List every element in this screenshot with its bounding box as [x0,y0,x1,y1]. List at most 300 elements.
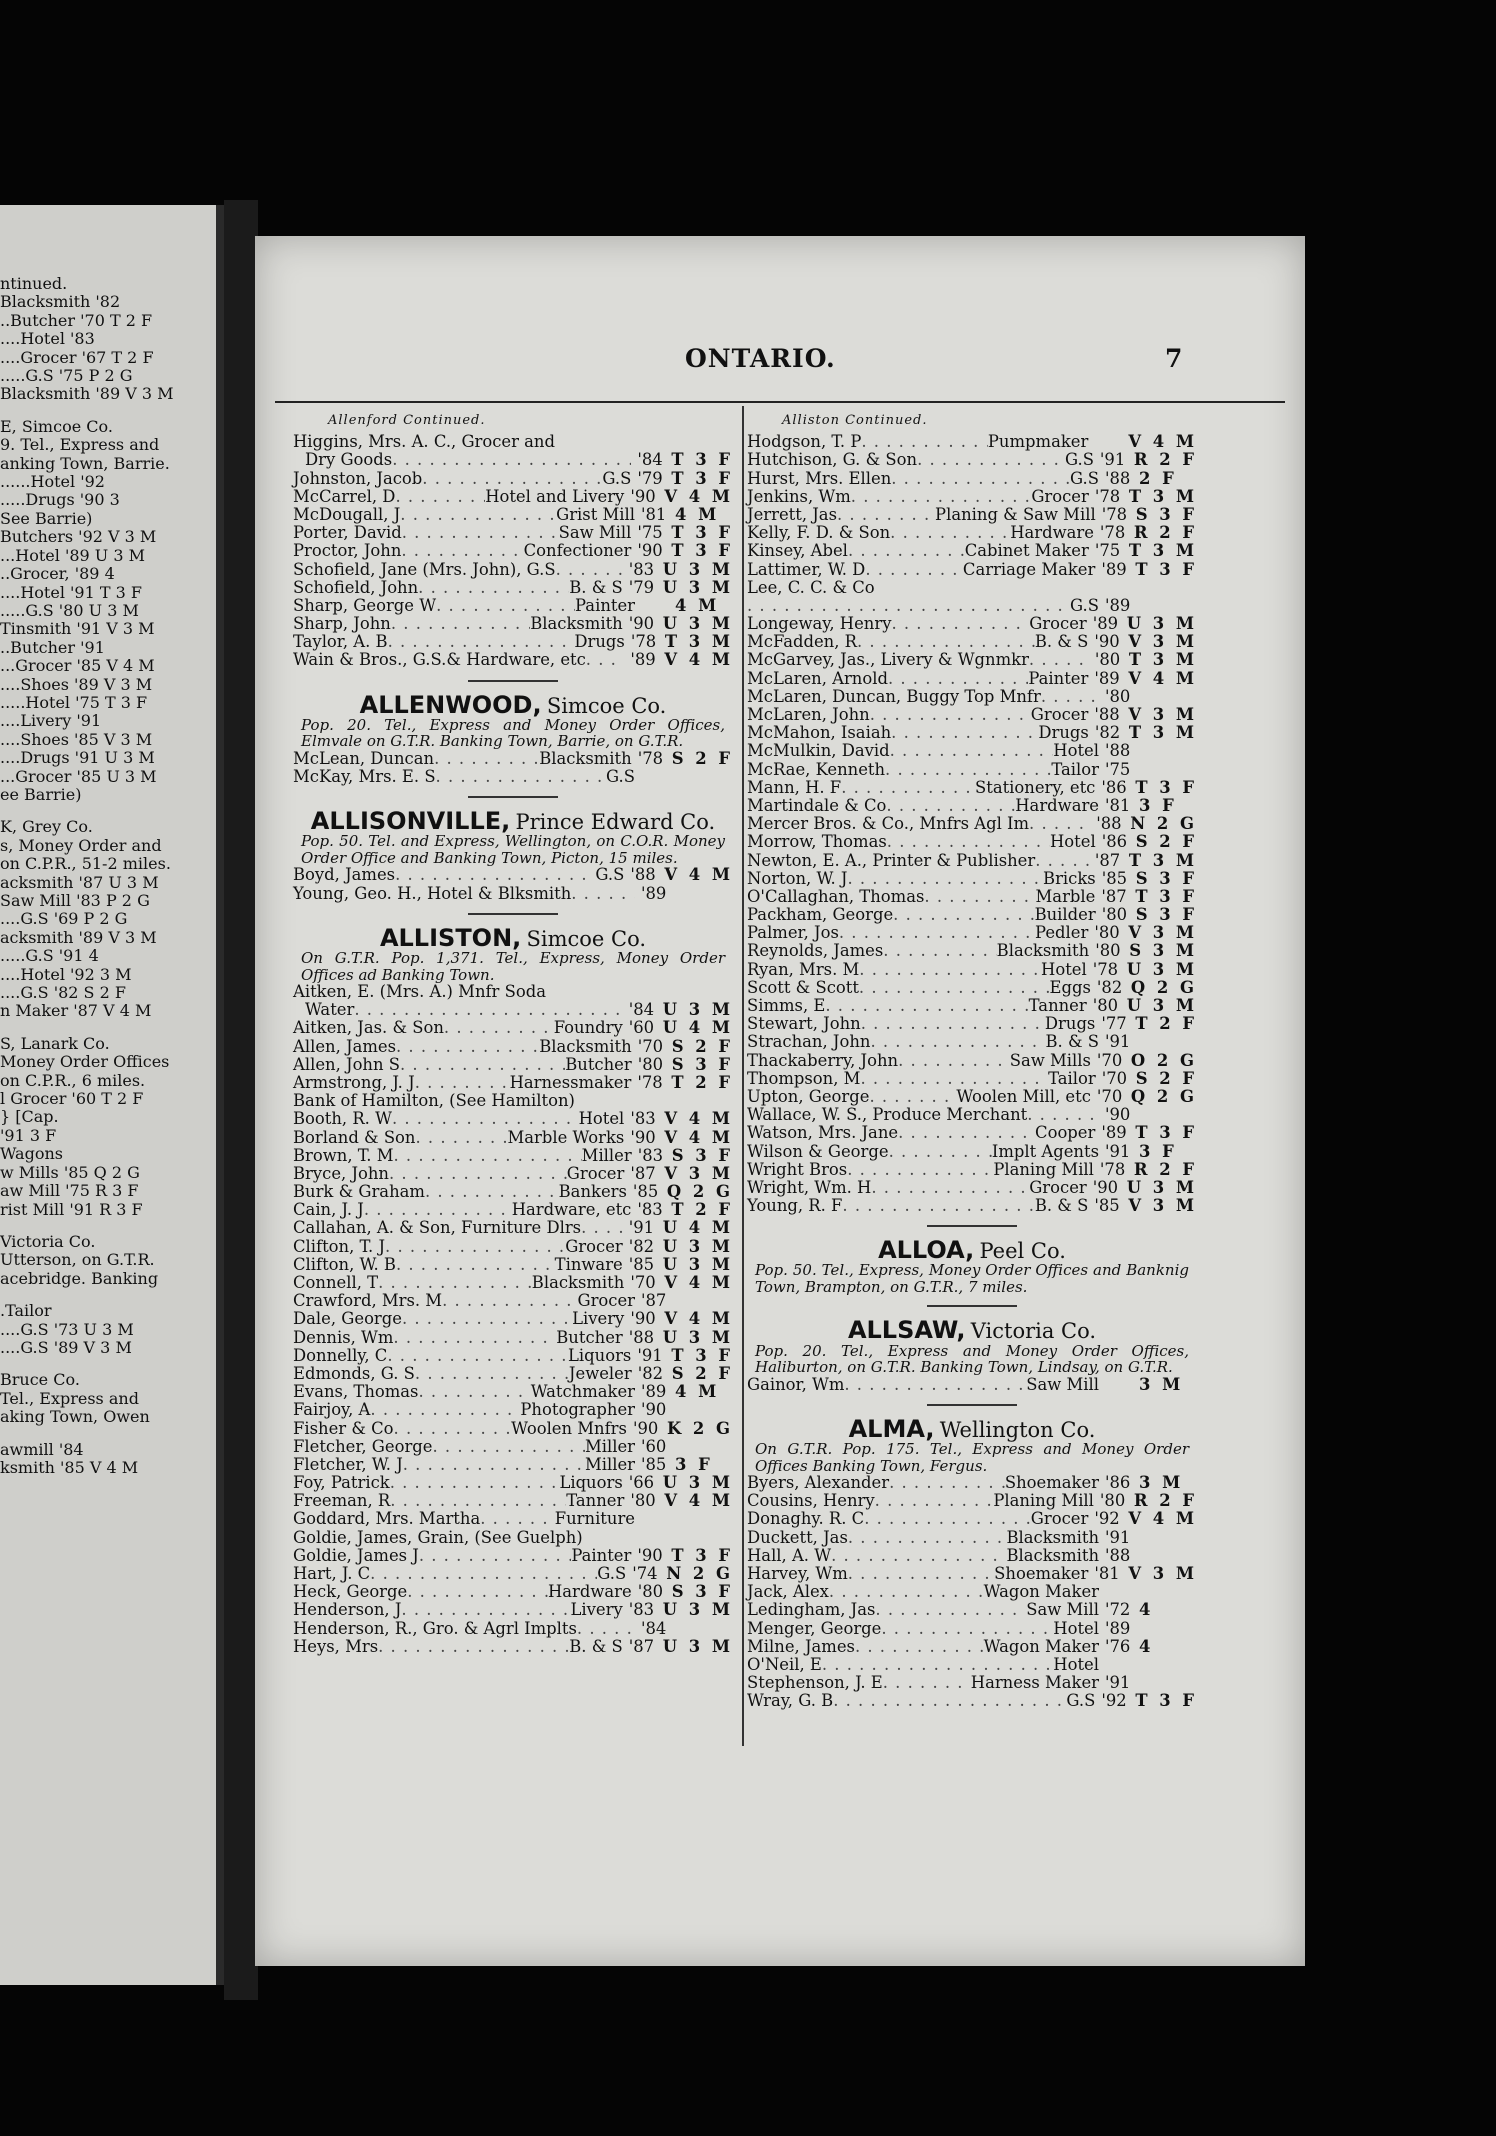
left-fragment-line: .....G.S '75 P 2 G [0,367,133,386]
directory-entry [747,1583,1197,1601]
left-fragment-line: ..Butcher '91 [0,638,105,657]
entry-business: Harnessmaker [509,1072,632,1092]
leader-dots [1041,688,1099,706]
directory-entry [747,1529,1197,1547]
entry-credit-rating: S 3 F [1135,905,1197,925]
leader-dots [415,1129,507,1147]
entry-list [293,983,733,1656]
leader-dots [401,542,523,560]
entry-credit-rating: U 3 M [662,1600,733,1620]
entry-credit-rating: 2 F [1139,468,1177,488]
leader-dots [396,1038,539,1056]
entry-year: '78 [1099,1159,1126,1179]
entry-business: G.S [606,767,635,787]
directory-entry [747,833,1197,851]
entry-name: Schofield, Jane (Mrs. John), G.S [293,559,556,579]
section-rule [468,913,558,915]
entry-credit-rating [675,885,733,903]
entry-credit-rating [1139,597,1197,615]
entry-year: '70 [637,1036,664,1056]
leader-dots [396,1256,555,1274]
entry-name: Milne, James [747,1636,855,1656]
entry-credit-rating: T 3 M [1128,850,1197,870]
left-fragment-line: ....Shoes '89 V 3 M [0,675,153,694]
entry-credit-rating: V 3 M [1128,1196,1197,1216]
leader-dots [392,1110,579,1128]
entry-year: '85 [641,1454,667,1474]
entry-name: Freeman, R [293,1491,391,1511]
directory-entry [747,615,1197,633]
leader-dots [857,633,1035,651]
entry-name: Hall, A. W [747,1545,832,1565]
entry-year: '70 [1101,1068,1128,1088]
leader-dots [891,724,1038,742]
leader-dots [870,1033,1045,1051]
entry-credit-rating: V 4 M [664,486,733,506]
entry-name: Dry Goods [305,450,393,470]
left-fragment-line: ...Grocer '85 V 4 M [0,657,155,676]
left-fragment-line: Blacksmith '82 [0,293,121,312]
entry-year: '88 [1096,814,1122,834]
entry-business: Painter [571,1545,632,1565]
leader-dots [389,1165,567,1183]
town-heading [747,1414,1197,1443]
entry-business: Liquors [559,1473,623,1493]
entry-name: Sharp, George W [293,595,437,615]
entry-name: Hurst, Mrs. Ellen [747,468,892,488]
entry-year: '90 [1094,632,1120,652]
entry-business: Watchmaker [530,1382,635,1402]
entry-name: Thackaberry, John [747,1050,899,1070]
entry-name: Gainor, Wm [747,1374,845,1394]
left-fragment-line: ....Hotel '83 [0,330,95,349]
entry-credit-rating: U 4 M [662,1018,733,1038]
entry-name: Kelly, F. D. & Son [747,523,891,543]
directory-entry [293,470,733,488]
directory-entry [747,979,1197,997]
entry-credit-rating: S 2 F [671,748,733,768]
town-heading [747,1316,1197,1345]
directory-entry [747,797,1197,815]
directory-entry [747,561,1197,579]
entry-business: B. & S [1034,1196,1089,1216]
entry-year [1099,579,1139,597]
entry-year: '80 [1101,905,1128,925]
entry-year: '86 [1105,1473,1131,1493]
entry-list [293,750,733,786]
entry-credit-rating: T 3 F [1135,559,1197,579]
entry-name: Goddard, Mrs. Martha [293,1509,481,1529]
leader-dots [395,488,485,506]
entry-year: '89 [641,1382,667,1402]
town-name: ALLSAW, [847,1316,966,1345]
entry-name: McFadden, R [747,632,857,652]
entry-credit-rating: T 3 F [671,541,733,561]
leader-dots [354,1001,622,1019]
town-heading [293,807,733,836]
entry-credit-rating: U 3 M [662,559,733,579]
entry-year [635,1092,675,1110]
leader-dots [881,1620,1053,1638]
leader-dots [385,1238,565,1256]
entry-year: '82 [628,1236,655,1256]
directory-entry [747,688,1197,706]
left-fragment-line: Wagons [0,1145,63,1164]
entry-name: McMulkin, David [747,741,890,761]
entry-business: Harness Maker [970,1673,1099,1693]
directory-entry [747,1638,1197,1656]
entry-credit-rating: T 3 F [1135,886,1197,906]
entry-credit-rating: U 3 M [662,1327,733,1347]
entry-name: Bank of Hamilton, (See Hamilton) [293,1091,575,1111]
leader-dots [869,1088,956,1106]
leader-dots [865,561,963,579]
entry-year [635,1529,675,1547]
town-description: On G.T.R. Pop. 1,371. Tel., Express, Money Order Offices ad Banking Town. [301,949,725,984]
entry-name: O'Callaghan, Thomas [747,886,925,906]
entry-year: '80 [1099,1491,1126,1511]
leader-dots [1035,852,1089,870]
entry-year: '60 [641,1436,667,1456]
entry-name: Fisher & Co [293,1418,394,1438]
left-fragment-line: .....G.S '91 4 [0,947,99,966]
entry-credit-rating: V 4 M [664,650,733,670]
entry-credit-rating: U 3 M [662,577,733,597]
entry-credit-rating: V 3 M [1128,632,1197,652]
entry-credit-rating: V 3 M [1128,923,1197,943]
entry-credit-rating: V 3 M [664,1163,733,1183]
leader-dots [556,561,623,579]
entry-name: Dale, George [293,1309,402,1329]
left-page-text [0,275,212,1477]
directory-entry [747,597,1197,615]
left-fragment-line: E, Simcoe Co. [0,417,113,436]
directory-entry [293,651,733,669]
entry-credit-rating: T 3 F [1135,777,1197,797]
entry-name: McLaren, Duncan, Buggy Top Mnfr [747,686,1041,706]
town-name: ALLENWOOD, [359,690,542,719]
entry-business: Saw Mills [1009,1050,1091,1070]
directory-entry [747,1547,1197,1565]
left-fragment-line [0,804,212,818]
entry-credit-rating: R 2 F [1133,1159,1197,1179]
town-description: Pop. 50. Tel., Express, Money Order Offices and Banknig Town, Brampton, on G.T.R., 7 miles. [755,1261,1189,1296]
entry-year: '89 [641,883,667,903]
entry-year: '91 [1105,1141,1131,1161]
entry-year: '88 [1105,1545,1131,1565]
entry-year: '81 [1094,1564,1120,1583]
entry-business: Foundry [553,1018,623,1038]
entry-business: Furniture [554,1509,635,1529]
entry-year: '90 [630,486,656,506]
entry-business: G.S [1070,468,1099,488]
entry-name: Thompson, M [747,1068,861,1088]
leader-dots [887,833,1050,851]
directory-entry [747,761,1197,779]
directory-entry [293,1565,733,1583]
entry-business: Blacksmith [539,748,632,768]
entry-credit-rating: Q 2 G [1130,1086,1197,1106]
left-fragment-line [0,1219,212,1233]
directory-entry [747,1033,1197,1051]
leader-dots [844,1376,1026,1394]
entry-credit-rating: 3 M [1139,1374,1184,1394]
left-fragment-line [0,1288,212,1302]
page-number: 7 [1165,344,1183,373]
entry-year [1088,433,1128,451]
leader-dots [395,866,595,884]
entry-year: '85 [1094,1196,1120,1216]
directory-entry [293,1292,733,1310]
left-fragment-line: s, Money Order and [0,836,162,855]
directory-page [255,236,1305,1966]
entry-year: '89 [1092,614,1119,634]
directory-entry [747,451,1197,469]
leader-dots [860,1070,1048,1088]
entry-year: '81 [641,504,667,524]
entry-business: Implt Agents [991,1141,1099,1161]
entry-name: O'Neil, E [747,1654,822,1674]
entry-name: McGarvey, Jas., Livery & Wgnmkr [747,650,1029,670]
section-rule [927,1404,1017,1406]
entry-credit-rating: T 3 F [1135,1123,1197,1143]
directory-entry [747,524,1197,542]
town-county: Peel Co. [979,1239,1066,1264]
entry-year: '78 [637,748,664,768]
leader-dots [391,615,530,633]
entry-name: Reynolds, James [747,941,884,961]
leader-dots [418,579,569,597]
leader-dots [861,433,988,451]
section-rule [468,680,558,682]
entry-business: Miller [581,1145,632,1165]
entry-business: G.S [1064,450,1094,470]
entry-credit-rating [1139,761,1197,779]
leader-dots [400,506,556,524]
entry-year: '85 [1101,868,1128,888]
entry-name: Kinsey, Abel [747,541,848,561]
directory-entry [747,906,1197,924]
entry-credit-rating [675,768,733,786]
entry-business: Liquors [568,1345,632,1365]
entry-year: '60 [628,1018,655,1038]
entry-name: Goldie, James, Grain, (See Guelph) [293,1527,583,1547]
entry-credit-rating: 3 F [675,1454,713,1474]
entry-credit-rating: U 3 M [662,1236,733,1256]
entry-credit-rating [1139,1106,1197,1124]
directory-entry [293,524,733,542]
leader-dots [444,1019,554,1037]
leader-dots [403,1456,585,1474]
entry-name: McDougall, J [293,504,401,524]
entry-year: '90 [628,614,655,634]
left-fragment-line: } [Cap. [0,1108,59,1127]
leader-dots [898,1052,1010,1070]
entry-year: '78 [1094,486,1121,506]
entry-credit-rating: T 2 F [671,1072,733,1092]
entry-year [1099,1376,1139,1394]
section-rule [927,1305,1017,1307]
leader-dots [378,1274,532,1292]
directory-entry [747,579,1197,597]
left-fragment-line: .....Hotel '75 T 3 F [0,693,148,712]
entry-year: '78 [1092,959,1119,979]
entry-name: Armstrong, J. J [293,1072,415,1092]
entry-name: Ryan, Mrs. M [747,959,860,979]
entry-name: Young, Geo. H., Hotel & Blksmith [293,883,572,903]
entry-name: Packham, George [747,905,894,925]
leader-dots [401,1601,570,1619]
entry-year: '70 [1096,1086,1123,1106]
entry-credit-rating [675,1620,733,1638]
entry-business: Saw Mill [558,523,632,543]
entry-business: B. & S [569,577,623,597]
town-heading [293,690,733,719]
entry-business: Marble Works [507,1127,625,1147]
entry-name: Proctor, John [293,541,402,561]
leader-dots [891,615,1029,633]
entry-year: '80 [1094,923,1120,943]
entry-name: Wallace, W. S., Produce Merchant [747,1105,1028,1125]
town-description: Pop. 20. Tel., Express and Money Order Offices, Elmvale on G.T.R. Banking Town, Barrie, on G.T.R. [301,715,725,751]
directory-entry [293,433,733,451]
entry-credit-rating: 4 [1139,1600,1154,1620]
leader-dots [831,1547,1006,1565]
directory-entry [293,1383,733,1401]
directory-entry [293,1219,733,1237]
leader-dots [392,451,631,469]
entry-business: Hotel [1053,1618,1099,1638]
entry-business: Planing & Saw Mill [935,504,1096,524]
left-fragment-line: '91 3 F [0,1126,57,1145]
entry-business: Grocer [1031,486,1089,506]
directory-entry [293,1056,733,1074]
entry-year: '75 [1094,541,1121,561]
leader-dots [577,1620,635,1638]
entry-name: Ledingham, Jas [747,1600,876,1620]
leader-dots [418,1383,530,1401]
entry-business: Drugs [1038,723,1089,743]
leader-dots [390,1474,560,1492]
entry-business: Marble [1035,886,1096,906]
entry-name: Taylor, A. B [293,632,388,652]
entry-year: '78 [637,1072,663,1092]
entry-business: Bricks [1043,868,1096,888]
entry-year: '80 [637,1582,664,1602]
entry-credit-rating [1139,1547,1197,1565]
entry-credit-rating: 4 M [675,1382,720,1402]
leader-dots [842,1197,1034,1215]
entry-business: Blacksmith [996,941,1090,961]
entry-credit-rating [675,1292,733,1310]
entry-business: G.S [1070,595,1099,615]
leader-dots [480,1510,555,1528]
entry-business: Blacksmith [1006,1545,1099,1565]
left-fragment-line: Blacksmith '89 V 3 M [0,385,174,404]
directory-entry [293,1583,733,1601]
leader-dots [393,1147,581,1165]
leader-dots [883,1674,971,1692]
entry-year: '82 [637,1363,664,1383]
leader-dots [378,1638,569,1656]
left-fragment-line: Bruce Co. [0,1371,80,1390]
entry-business: Hotel [1053,1654,1099,1674]
leader-dots [407,1583,548,1601]
entry-business: Cabinet Maker [964,541,1089,561]
entry-credit-rating [675,1510,733,1528]
header-rule [275,401,1285,403]
entry-year: '87 [628,1636,655,1656]
entry-credit-rating: U 4 M [662,1218,733,1238]
entry-year: '84 [628,1000,655,1020]
directory-entry [747,815,1197,833]
entry-business: Confectioner [523,541,632,561]
entry-business: Blacksmith [530,614,623,634]
left-fragment-line: ....G.S '89 V 3 M [0,1338,132,1357]
directory-entry [293,633,733,651]
entry-credit-rating: T 3 F [671,1345,733,1365]
entry-credit-rating: V 4 M [1128,1509,1197,1529]
entry-credit-rating: T 3 M [664,632,733,652]
entry-name: Crawford, Mrs. M [293,1291,443,1311]
directory-entry [747,1088,1197,1106]
entry-credit-rating: T 3 M [1128,486,1197,506]
leader-dots [889,1143,992,1161]
left-fragment-line: ....Hotel '91 T 3 F [0,583,142,602]
entry-name: Wilson & George [747,1141,889,1161]
directory-entry [747,924,1197,942]
entry-year: '75 [637,523,663,543]
leader-dots [1027,1106,1099,1124]
entry-name: McKay, Mrs. E. S [293,767,436,787]
entry-name: Wray, G. B [747,1691,834,1711]
leader-dots [890,524,1010,542]
directory-entry [747,852,1197,870]
directory-entry [747,633,1197,651]
entry-list [293,866,733,902]
town-county: Prince Edward Co. [515,810,716,835]
town-description: Pop. 20. Tel., Express and Money Order Offices, Haliburton, on G.T.R. Banking Town, Lindsay, on G.T.R. [755,1341,1189,1377]
entry-credit-rating: S 3 F [671,1145,733,1165]
leader-dots [848,542,965,560]
left-fragment-line: Money Order Offices [0,1053,170,1072]
town-heading [293,923,733,952]
directory-entry [293,506,733,524]
left-fragment-line: .....Drugs '90 3 [0,491,120,510]
entry-credit-rating: S 3 F [671,1582,733,1602]
entry-year: '88 [1105,468,1131,488]
left-fragment-line: ....Livery '91 [0,712,102,731]
entry-business: Tanner [1028,996,1087,1016]
town-county: Simcoe Co. [526,926,647,951]
directory-entry [747,470,1197,488]
entry-name: Donaghy. R. C [747,1509,865,1529]
entry-credit-rating: R 2 F [1133,523,1197,543]
entry-name: Stephenson, J. E [747,1673,883,1693]
entry-year: '81 [1105,795,1131,815]
leader-dots [837,506,935,524]
entry-name: Hart, J. C [293,1564,371,1583]
entry-business: Drugs [574,632,625,652]
left-fragment-line: ksmith '85 V 4 M [0,1458,139,1477]
entry-year: '89 [1105,595,1131,615]
leader-dots [839,924,1035,942]
entry-credit-rating: T 2 F [1135,1014,1197,1034]
entry-credit-rating: V 4 M [664,1109,733,1129]
directory-entry [293,1329,733,1347]
directory-entry [747,1620,1197,1638]
entry-name: Simms, E [747,996,826,1016]
